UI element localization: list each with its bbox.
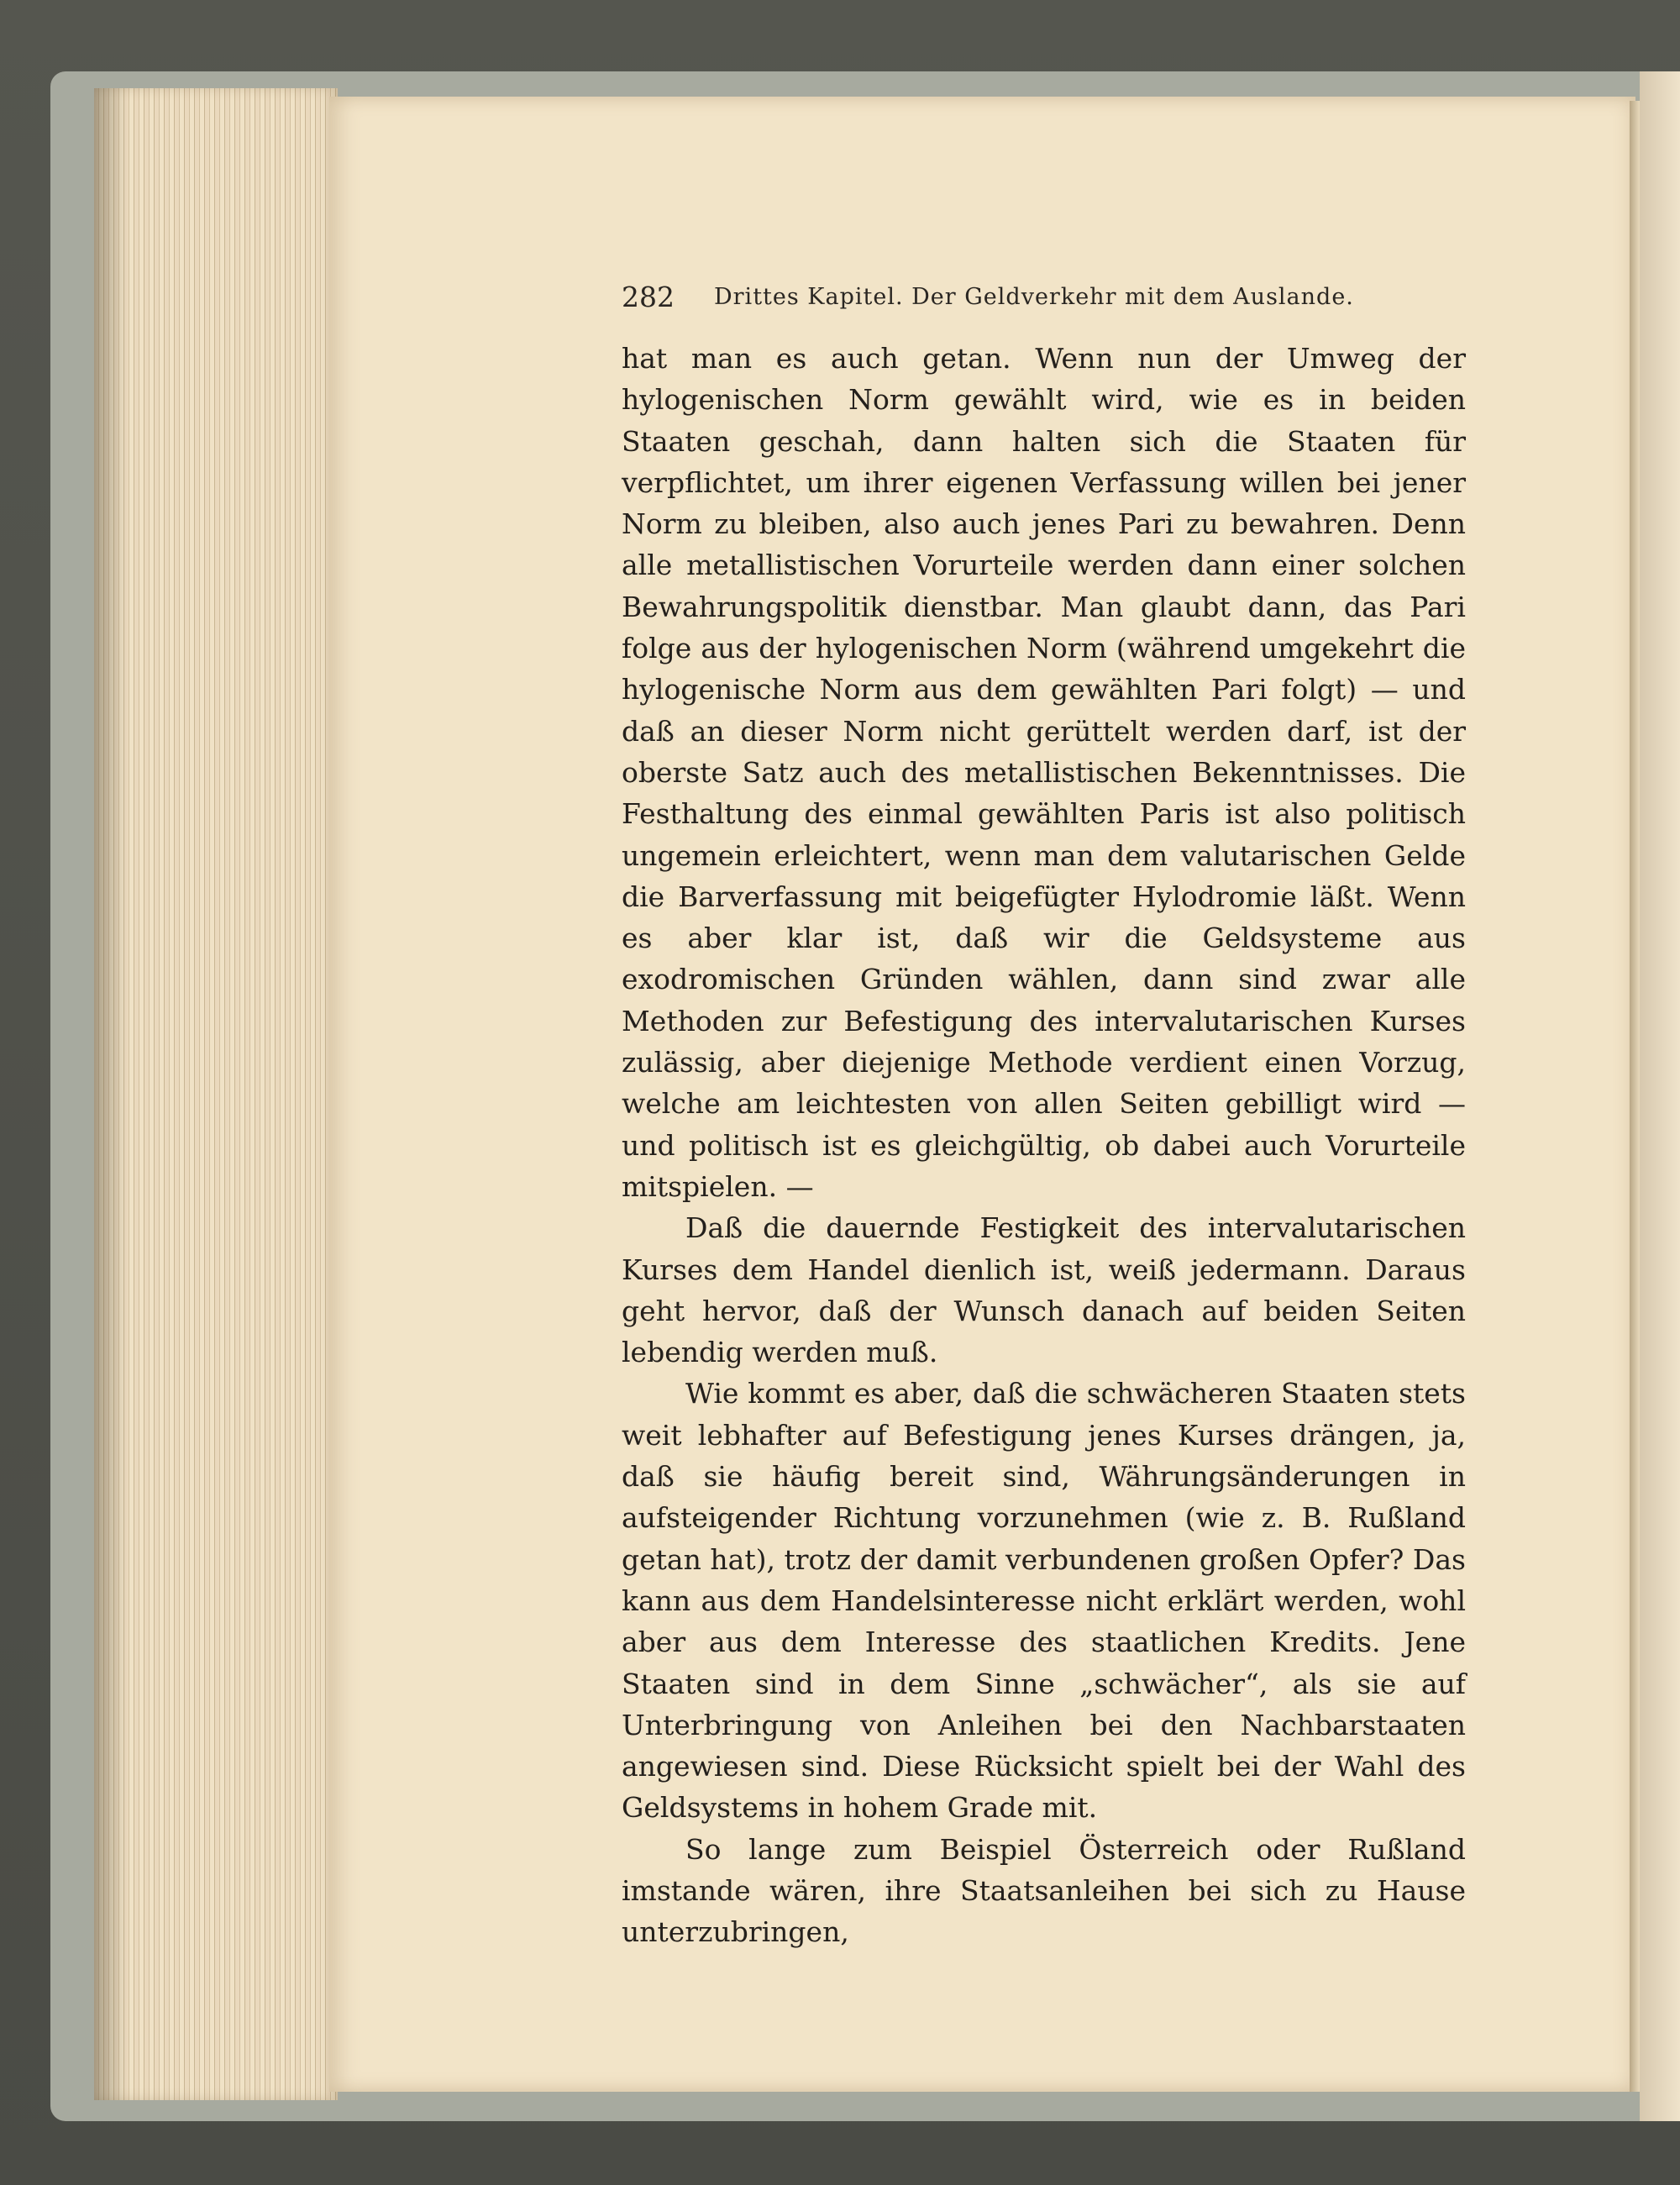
page-number: 282 (622, 281, 675, 313)
body-text (622, 338, 1466, 1953)
page-gutter (1630, 101, 1640, 2092)
paragraph: hat man es auch getan. Wenn nun der Umweg der hylogenischen Norm gewählt wird, wie es in beiden Staaten geschah, dann halten sich die Staaten für verpflichtet, um ihrer eigenen Verfassung willen bei jener Norm zu bleiben, also auch jenes Pari zu bewahren. Denn alle metallistischen Vorurteile werden dann einer solchen Bewahrungspolitik dienstbar. Man glaubt dann, das Pari folge aus der hylogenischen Norm (während umgekehrt die hylogenische Norm aus dem gewählten Pari folgt) — und daß an dieser Norm nicht gerüttelt werden darf, ist der oberste Satz auch des metallistischen Bekenntnisses. Die Festhaltung des einmal gewählten Paris ist also politisch ungemein erleichtert, wenn man dem valutarischen Gelde die Barverfassung mit beigefügter Hylodromie läßt. Wenn es aber klar ist, daß wir die Geldsysteme aus exodromischen Gründen wählen, dann sind zwar alle Methoden zur Befestigung des intervalutarischen Kurses zulässig, aber diejenige Methode verdient einen Vorzug, welche am leichtesten von allen Seiten gebilligt wird — und politisch ist es gleichgültig, ob dabei auch Vorurteile mitspielen. — (622, 342, 1466, 1203)
page-edges (94, 88, 338, 2100)
paragraph: So lange zum Beispiel Österreich oder Rußland imstande wären, ihre Staatsanleihen bei sich zu Hause unterzubringen, (622, 1832, 1466, 1949)
page-edges-shadow (94, 88, 128, 2100)
paragraph: Wie kommt es aber, daß die schwächeren Staaten stets weit lebhafter auf Befestigung jenes Kurses drängen, ja, daß sie häufig bereit sind, Währungsänderungen in aufsteigender Richtung vorzunehmen (wie z. B. Rußland getan hat), trotz der damit verbundenen großen Opfer? Das kann aus dem Handelsinteresse nicht erklärt werden, wohl aber aus dem Interesse des staatlichen Kredits. Jene Staaten sind in dem Sinne „schwächer“, als sie auf Unterbringung von Anleihen bei den Nachbarstaaten angewiesen sind. Diese Rücksicht spielt bei der Wahl des Geldsystems in hohem Grade mit. (622, 1377, 1466, 1825)
facing-page-edge (1640, 71, 1680, 2121)
running-head (622, 279, 1361, 316)
paragraph: Daß die dauernde Festigkeit des intervalutarischen Kurses dem Handel dienlich ist, weiß jedermann. Daraus geht hervor, daß der Wunsch danach auf beiden Seiten lebendig werden muß. (622, 1211, 1466, 1369)
chapter-title: Drittes Kapitel. Der Geldverkehr mit dem Auslande. (714, 284, 1354, 310)
